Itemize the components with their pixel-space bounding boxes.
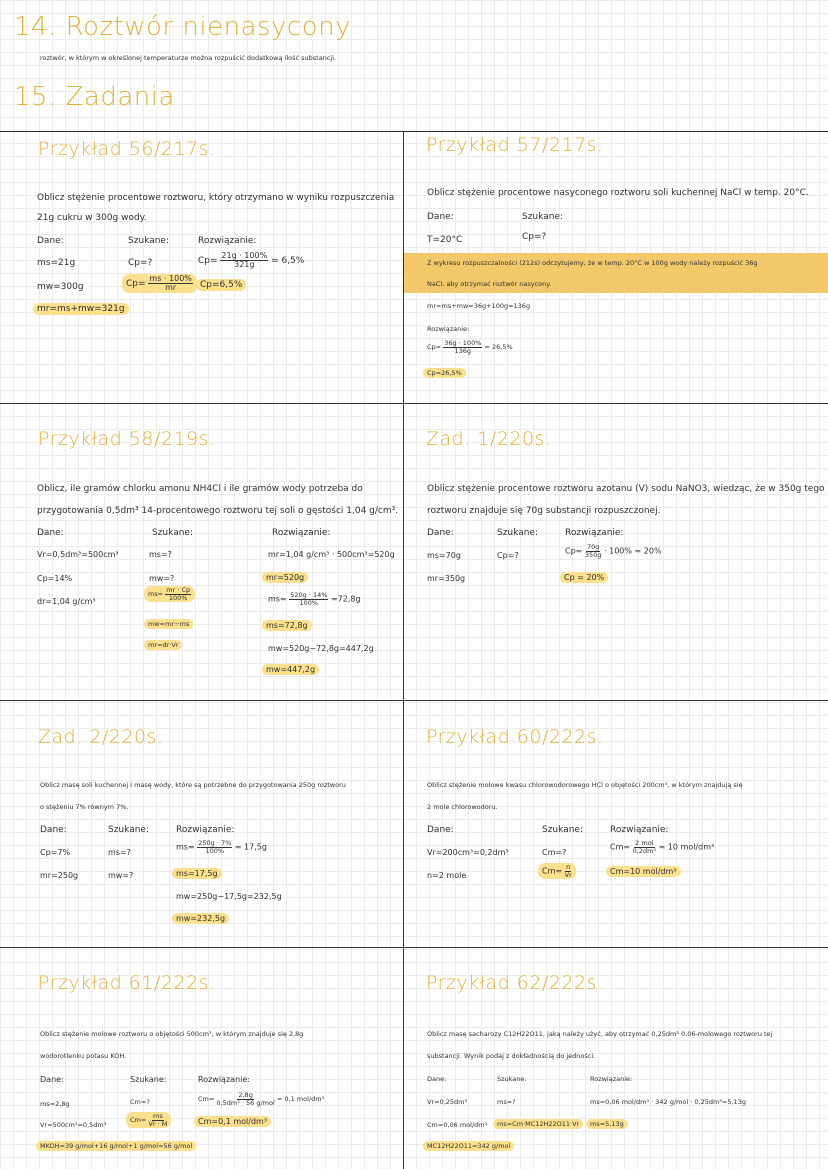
given-moles: n=2 mole [427,871,467,880]
solution-heading: Rozwiązanie: [198,1075,250,1084]
example-61-question-2: wodorotlenku potasu KOH. [40,1052,127,1060]
task-2-question-2: o stężeniu 7% równym 7%. [40,803,129,811]
solution-cm-calc: Cm= $\frac{\text{2 mol}}{\text{0,2dm³}}$ = 10 mol/dm³ [610,839,715,855]
formula-cp: Cp= $\frac{ms \cdot 100\%}{mr}$ [122,274,197,293]
formula-mw: mw=mr−ms [144,619,193,629]
example-62-question-2: substancji. Wynik podaj z dokładnością do jedności. [427,1052,596,1060]
formula-cm: Cm= $\frac{n}{Vr}$ [538,863,576,879]
solution-cp-calc: Cp= $\frac{70g}{350g}$ · 100% = 20% [565,543,662,559]
given-mr: mr=ms+mw=321g [33,303,129,315]
sought-heading: Szukane: [130,1075,167,1084]
solution-cm-calc: Cm= $\frac{2,8g}{\text{0,5dm³ · 56 g/mol}}$ = 0,1 mol/dm³ [198,1091,325,1107]
example-56-question-2: 21g cukru w 300g wody. [37,213,147,223]
given-cp: Cp=7% [40,848,71,857]
solution-heading: Rozwiązanie: [610,825,669,835]
sought-ms: ms=? [149,550,172,559]
answer-cm: Cm=0,1 mol/dm³ [194,1116,271,1127]
sought-cm: Cm=? [542,848,567,857]
given-ms: ms=21g [37,258,76,268]
step-ms: ms=72,8g [262,620,312,631]
given-ms: ms=70g [427,551,461,560]
sought-cp: Cp=? [522,232,547,242]
sought-cm: Cm=? [130,1098,150,1106]
example-58-question-1: Oblicz, ile gramów chlorku amonu NH4Cl i ile gramów wody potrzeba do [37,484,363,494]
given-molar-mass: MC12H22O11=342 g/mol [423,1141,514,1151]
given-heading: Dane: [427,528,454,538]
section-14-definition: roztwór, w którym w określonej temperaturze można rozpuścić dodatkową ilość substancji. [40,54,337,62]
given-volume: Vr=0,25dm³ [427,1098,468,1106]
given-heading: Dane: [37,528,64,538]
solution-heading: Rozwiązanie: [198,236,257,246]
given-heading: Dane: [427,212,454,222]
step-ms-calc: ms= $\frac{250g \cdot 7\%}{100\%}$ = 17,5g [176,839,267,855]
formula-mr: mr=dr·Vr [144,640,182,650]
answer-cp: Cp = 20% [560,572,608,583]
answer-cm: Cm=10 mol/dm³ [606,866,681,877]
task-2-question-1: Oblicz masę soli kuchennej i masę wody, które są potrzebne do przygotowania 250g roztworu [40,781,346,789]
answer-ms: ms≈5,13g [586,1119,628,1129]
given-heading: Dane: [40,1075,64,1084]
mass-calc: mr=ms+mw=36g+100g=136g [427,302,531,310]
example-62-title: Przykład 62/222s. [426,972,604,994]
sought-heading: Szukane: [522,212,563,222]
divider-h3 [0,700,828,701]
solution-cp-calc: Cp= $\frac{21g \cdot 100\%}{321g}$ = 6,5% [198,251,305,269]
example-58-title: Przykład 58/219s. [38,428,216,450]
task-2-title: Zad. 2/220s. [38,726,164,748]
note-line-2: NaCl, aby otrzymać roztwór nasycony. [427,280,552,288]
given-mr: mr=250g [40,871,79,880]
given-ms: ms=2,8g [40,1100,70,1108]
sought-heading: Szukane: [152,528,193,538]
task-1-question-1: Oblicz stężenie procentowe roztworu azotanu (V) sodu NaNO3, wiedząc, że w 350g tego [427,484,825,494]
answer-cp: Cp=26,5% [423,368,466,378]
example-61-question-1: Oblicz stężenie molowe roztworu o objętości 500cm³, w którym znajduje się 2,8g [40,1030,304,1038]
sought-cp: Cp=? [497,551,519,560]
step-mw: mw=447,2g [262,664,319,675]
sought-heading: Szukane: [128,236,169,246]
step-ms: ms=17,5g [172,868,222,879]
note-line-1: Z wykresu rozpuszczalności (212s) odczytujemy, że w temp. 20°C w 100g wody należy rozpuścić 36g [427,259,758,267]
example-56-question-1: Oblicz stężenie procentowe roztworu, który otrzymano w wyniku rozpuszczenia [37,193,395,203]
given-cp: Cp=14% [37,574,73,583]
example-57-question: Oblicz stężenie procentowe nasyconego roztworu soli kuchennej NaCl w temp. 20°C. [427,188,809,198]
given-molar-mass: MKOH=39 g/mol+16 g/mol+1 g/mol=56 g/mol [36,1141,196,1151]
step-ms-calc: ms= $\frac{520g \cdot 14\%}{100\%}$ =72,8g [268,591,361,607]
example-57-title: Przykład 57/217s. [426,134,604,156]
given-mr: mr=350g [427,574,466,583]
section-14-title: 14. Roztwór nienasycony [14,12,351,42]
example-58-question-2: przygotowania 0,5dm³ 14-procentowego roztworu tej soli o gęstości 1,04 g/cm³. [37,506,399,516]
formula-cm: Cm= $\frac{ms}{Vr \cdot M}$ [126,1112,171,1128]
task-1-title: Zad. 1/220s. [426,428,552,450]
example-60-title: Przykład 60/222s. [426,726,604,748]
sought-heading: Szukane: [542,825,583,835]
answer-cp: Cp=6,5% [196,279,246,291]
step-mw-calc: mw=520g−72,8g=447,2g [268,644,374,653]
example-60-question-1: Oblicz stężenie molowe kwasu chlorowodorowego HCl o objętości 200cm³, w którym znajdują się [427,781,743,789]
given-volume: Vr=200cm³=0,2dm³ [427,848,509,857]
step-mw-calc: mw=250g−17,5g=232,5g [176,892,282,901]
given-heading: Dane: [40,825,67,835]
formula-ms: ms=Cm·MC12H22O11·Vr [493,1119,583,1129]
divider-h2 [0,403,828,404]
given-mw: mw=300g [37,282,84,292]
divider-h4 [0,947,828,948]
step-mr: mr=520g [262,572,308,583]
sought-cp: Cp=? [128,258,153,268]
example-61-title: Przykład 61/222s. [38,972,216,994]
step-mr-calc: mr=1,04 g/cm³ · 500cm³=520g [268,550,395,559]
given-temperature: T=20°C [427,235,463,245]
divider-h1 [0,131,828,132]
given-volume: Vr=0,5dm³=500cm³ [37,550,119,559]
step-mw: mw=232,5g [172,913,229,924]
sought-ms: ms=? [497,1098,516,1106]
solution-heading: Rozwiązanie: [427,325,470,333]
given-density: dr=1,04 g/cm³ [37,597,96,606]
given-volume: Vr=500cm³=0,5dm³ [40,1121,107,1129]
solution-heading: Rozwiązanie: [590,1075,633,1083]
example-60-question-2: 2 mole chlorowodoru. [427,803,498,811]
sought-mw: mw=? [149,574,175,583]
sought-heading: Szukane: [497,528,538,538]
sought-ms: ms=? [108,848,131,857]
formula-ms: ms= $\frac{mr \cdot Cp}{100\%}$ [144,586,195,602]
sought-mw: mw=? [108,871,134,880]
given-heading: Dane: [37,236,64,246]
step-ms-calc: ms=0,06 mol/dm³ · 342 g/mol · 0,25dm³=5,13g [590,1098,746,1106]
example-62-question-1: Oblicz masę sacharozy C12H22O11, jaką należy użyć, aby otrzymać 0,25dm³ 0,06-molowego roztworu tej [427,1030,773,1038]
given-cm: Cm=0,06 mol/dm³ [427,1121,488,1129]
solution-heading: Rozwiązanie: [272,528,331,538]
solution-heading: Rozwiązanie: [565,528,624,538]
sought-heading: Szukane: [497,1075,527,1083]
given-heading: Dane: [427,825,454,835]
sought-heading: Szukane: [108,825,149,835]
given-heading: Dane: [427,1075,447,1083]
example-56-title: Przykład 56/217s. [38,138,216,160]
task-1-question-2: roztworu znajduje się 70g substancji rozpuszczonej. [427,506,661,516]
solution-heading: Rozwiązanie: [176,825,235,835]
solution-cp-calc: Cp= $\frac{36g \cdot 100\%}{136g}$ = 26,5% [427,339,513,355]
section-15-title: 15. Zadania [14,82,175,112]
